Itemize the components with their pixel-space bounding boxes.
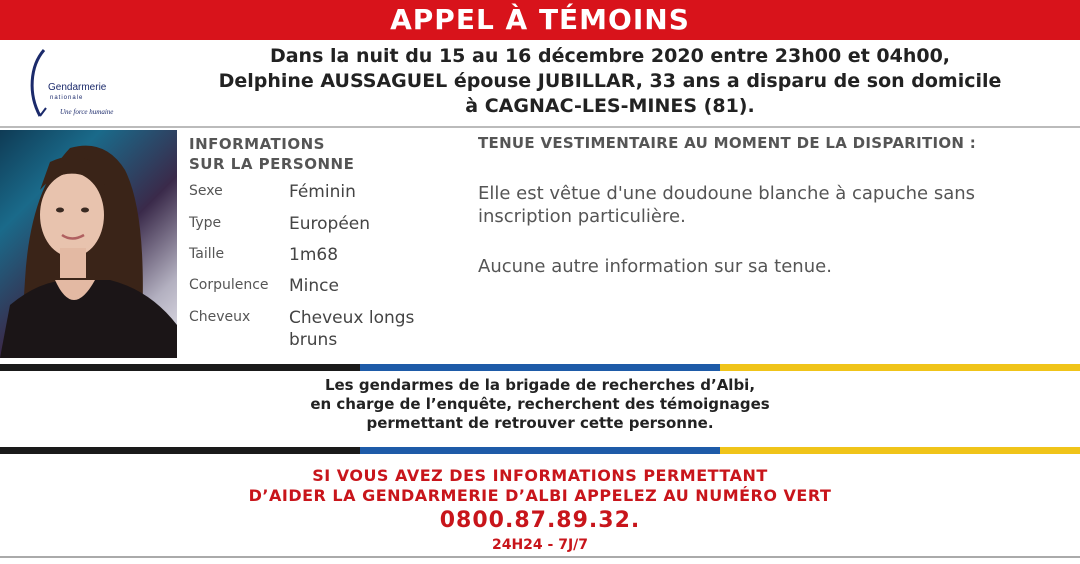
info-title-line2: SUR LA PERSONNE bbox=[189, 155, 355, 173]
banner-title: APPEL À TÉMOINS bbox=[0, 0, 1080, 40]
info-title bbox=[189, 134, 354, 174]
portrait-illustration bbox=[0, 130, 177, 358]
outfit-description: Elle est vêtue d'une doudoune blanche à capuche sans inscription particulière. bbox=[478, 183, 976, 227]
logo-line2: nationale bbox=[50, 95, 84, 101]
call-to-action bbox=[0, 466, 1080, 554]
intro-line2: Delphine AUSSAGUEL épouse JUBILLAR, 33 ans a disparu de son domicile bbox=[218, 70, 1002, 92]
info-label: Taille bbox=[189, 246, 225, 262]
person-photo bbox=[0, 130, 177, 358]
info-value: Mince bbox=[289, 276, 339, 296]
info-value: Cheveux longs bruns bbox=[289, 308, 415, 350]
cta-line1: SI VOUS AVEZ DES INFORMATIONS PERMETTANT bbox=[312, 466, 768, 485]
gendarmes-line2: en charge de l’enquête, recherchent des témoignages bbox=[310, 395, 770, 413]
gendarmerie-logo bbox=[26, 46, 126, 122]
outfit-note: Aucune autre information sur sa tenue. bbox=[478, 256, 832, 277]
cta-line2: D’AIDER LA GENDARMERIE D’ALBI APPELEZ AU NUMÉRO VERT bbox=[248, 486, 832, 505]
gendarmes-message bbox=[0, 376, 1080, 433]
info-row-corpulence bbox=[189, 277, 439, 297]
bottom-divider bbox=[0, 556, 1080, 558]
outfit-title: TENUE VESTIMENTAIRE AU MOMENT DE LA DISPARITION : bbox=[478, 134, 977, 152]
intro-line1: Dans la nuit du 15 au 16 décembre 2020 entre 23h00 et 04h00, bbox=[269, 45, 951, 67]
intro-line3: à CAGNAC-LES-MINES (81). bbox=[465, 95, 755, 117]
tricolor-stripe-bottom bbox=[0, 447, 1080, 454]
info-row-cheveux bbox=[189, 309, 439, 351]
info-row-taille bbox=[189, 246, 439, 266]
header bbox=[0, 40, 1080, 128]
info-value: Européen bbox=[289, 214, 371, 234]
info-value: 1m68 bbox=[289, 245, 339, 265]
intro-text bbox=[150, 44, 1070, 119]
info-label: Cheveux bbox=[189, 309, 251, 325]
tricolor-stripe-top bbox=[0, 364, 1080, 371]
info-value: Féminin bbox=[289, 182, 356, 202]
gendarmes-line3: permettant de retrouver cette personne. bbox=[366, 414, 714, 432]
logo-line1: Gendarmerie bbox=[48, 82, 107, 93]
phone-number: 0800.87.89.32. bbox=[439, 508, 641, 533]
gendarmes-line1: Les gendarmes de la brigade de recherches d’Albi, bbox=[324, 376, 756, 394]
info-label: Corpulence bbox=[189, 277, 269, 293]
info-label: Type bbox=[189, 215, 222, 231]
info-title-line1: INFORMATIONS bbox=[189, 135, 325, 153]
info-row-sexe bbox=[189, 183, 439, 203]
logo-line3: Une force humaine bbox=[60, 108, 114, 116]
info-row-type bbox=[189, 215, 439, 235]
availability-hours: 24H24 - 7J/7 bbox=[491, 537, 589, 553]
info-label: Sexe bbox=[189, 183, 223, 199]
